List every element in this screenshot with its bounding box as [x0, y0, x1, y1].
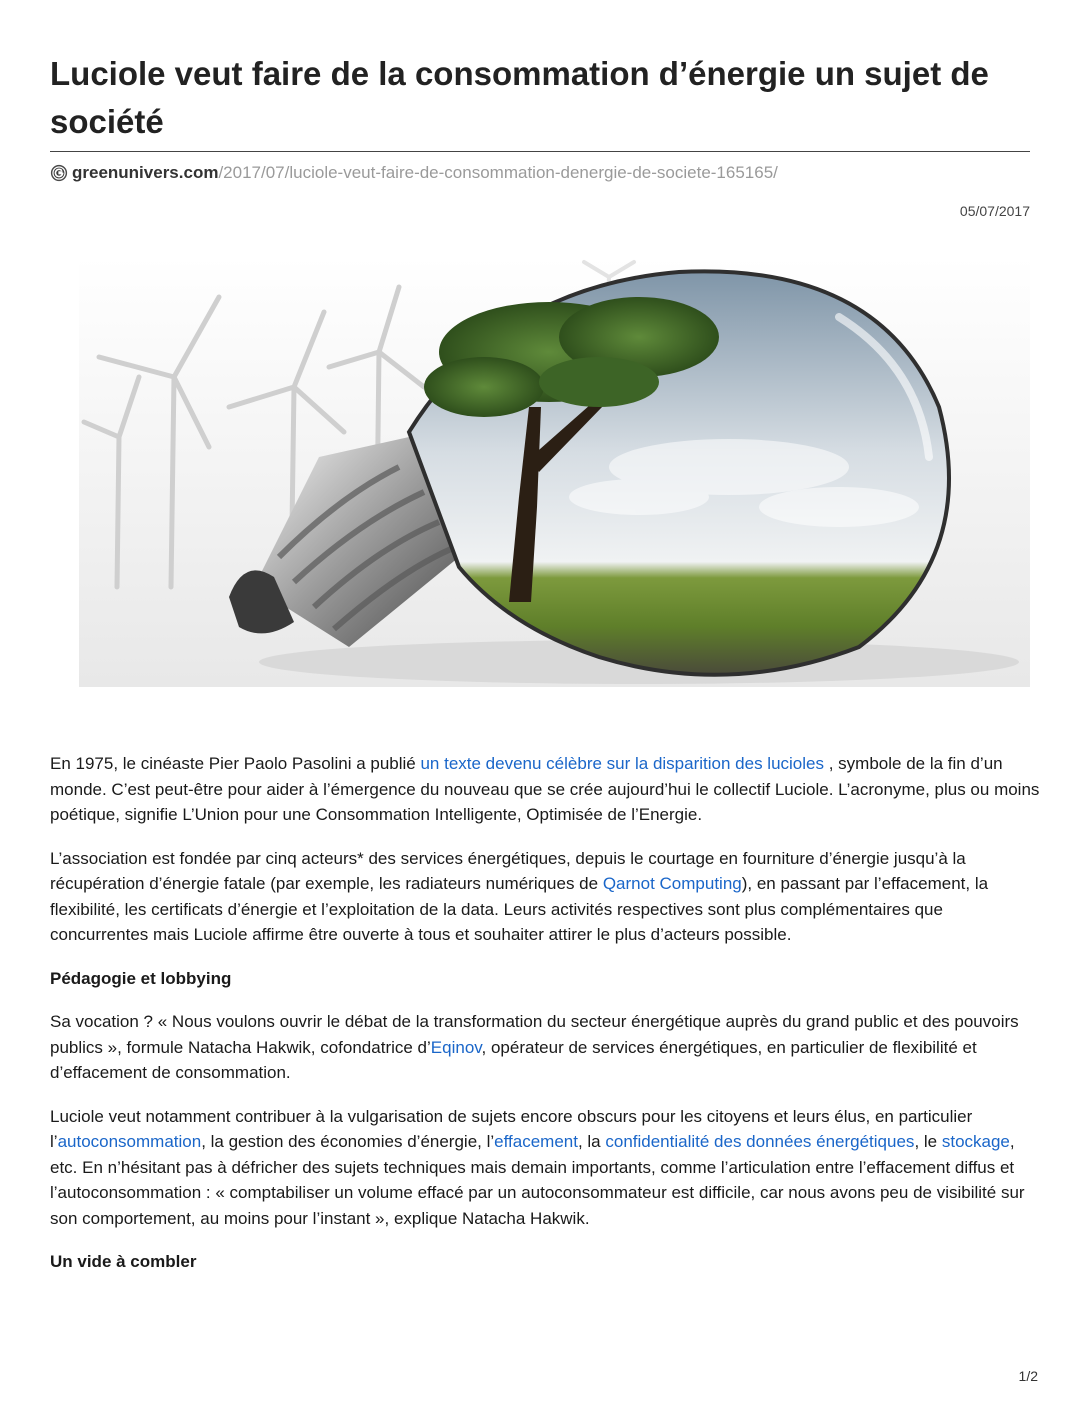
link-autoconsommation[interactable]: autoconsommation	[57, 1132, 202, 1151]
link-qarnot-computing[interactable]: Qarnot Computing	[602, 874, 742, 893]
link-confidentialite[interactable]: confidentialité des données énergétiques	[605, 1132, 915, 1151]
link-pasolini-text[interactable]: un texte devenu célèbre sur la disparition des lucioles	[420, 754, 824, 773]
page-number: 1/2	[1018, 1368, 1038, 1384]
link-effacement[interactable]: effacement	[494, 1132, 578, 1151]
site-logo-icon	[50, 164, 68, 182]
source-path[interactable]: /2017/07/luciole-veut-faire-de-consommation-denergie-de-societe-165165/	[218, 163, 778, 182]
link-stockage[interactable]: stockage	[941, 1132, 1010, 1151]
source-url[interactable]	[50, 161, 778, 185]
source-domain[interactable]: greenunivers.com	[72, 163, 219, 182]
paragraph-2: L’association est fondée par cinq acteurs* des services énergétiques, depuis le courtage en fourniture d’énergie jusqu’à la récupération d’énergie fatale (par exemple, les radiateurs numériques de Qarnot Computing), en passant par l’effacement, la flexibilité, les certificats d’énergie et l’exploitation de la data. Leurs activités respectives sont plus complémentaires que concurrentes mais Luciole affirme être ouverte à tous et souhaiter attirer le plus d’acteurs possible.	[50, 848, 989, 944]
article-body	[50, 751, 1040, 1293]
section-heading-pedagogie: Pédagogie et lobbying	[50, 968, 232, 988]
article-date: 05/07/2017	[959, 203, 1030, 219]
paragraph-4: Luciole veut notamment contribuer à la vulgarisation de sujets encore obscurs pour les citoyens et leurs élus, en particulier l’autoconsommation, la gestion des économies d’énergie, l’effacement, la confidentialité des données énergétiques, le stockage, etc. En n’hésitant pas à défricher des sujets techniques mais demain importants, comme l’articulation entre l’effacement diffus et l’autoconsommation : « comptabiliser un volume effacé par un autoconsommateur est difficile, car nous avons peu de visibilité sur son comportement, au moins pour l’instant », explique Natacha Hakwik.	[50, 1106, 1025, 1228]
lightbulb-tree-photo	[79, 257, 1030, 687]
article-title: Luciole veut faire de la consommation d’énergie un sujet de société	[50, 55, 989, 140]
paragraph-3: Sa vocation ? « Nous voulons ouvrir le débat de la transformation du secteur énergétique auprès du grand public et des pouvoirs publics », formule Natacha Hakwik, cofondatrice d’Eqinov, opérateur de services énergétiques, en particulier de flexibilité et d’effacement de consommation.	[50, 1012, 1019, 1082]
link-eqinov[interactable]: Eqinov	[430, 1037, 482, 1057]
section-heading-vide: Un vide à combler	[50, 1252, 197, 1271]
paragraph-1: En 1975, le cinéaste Pier Paolo Pasolini a publié un texte devenu célèbre sur la disparition des lucioles , symbole de la fin d’un monde. C’est peut-être pour aider à l’émergence du nouveau que se crée aujourd’hui le collectif Luciole. L’acronyme, plus ou moins poétique, signifie L’Union pour une Consommation Intelligente, Optimisée de l’Energie.	[50, 754, 1040, 824]
title-divider	[50, 151, 1030, 152]
